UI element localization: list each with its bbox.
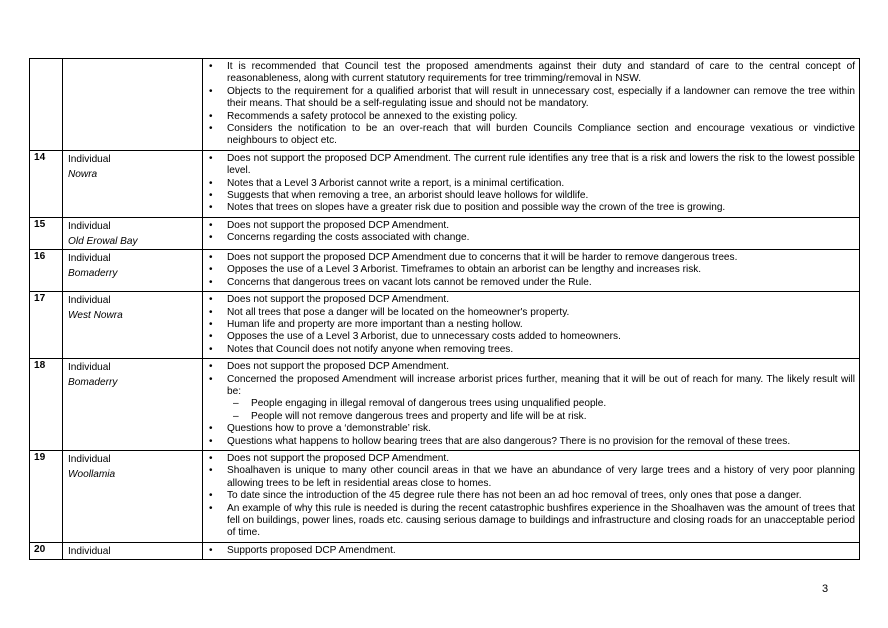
submitter-location: West Nowra — [68, 310, 123, 322]
comment-text: Recommends a safety protocol be annexed to the existing policy. — [227, 110, 518, 122]
comment-item — [203, 252, 855, 264]
submissions-table-body — [30, 59, 860, 560]
comments-cell — [203, 542, 860, 559]
submitter-location: Bomaderry — [68, 267, 118, 279]
comment-text: An example of why this rule is needed is during the recent catastrophic bushfires experience in the Shoalhaven was the amount of trees that fell on buildings, power lines, roads etc. causing serious damage to buildings and infrastructure and closing roads for an unacceptable period of time. — [227, 502, 855, 539]
comment-item — [203, 202, 855, 214]
comment-item — [203, 86, 855, 111]
comment-list — [203, 153, 855, 215]
submitter-type: Individual — [68, 153, 111, 165]
sub-comment-list — [227, 398, 855, 423]
submitter-cell — [63, 450, 203, 542]
comment-item — [203, 344, 855, 356]
submitter-type: Individual — [68, 252, 111, 264]
comment-text: Does not support the proposed DCP Amendment. — [227, 452, 450, 464]
comment-text: Notes that Council does not notify anyone when removing trees. — [227, 343, 514, 355]
comment-item — [203, 319, 855, 331]
comment-item — [203, 111, 855, 123]
comment-text: Concerned the proposed Amendment will increase arborist prices further, meaning that it will be out of reach for many. The likely result will be: — [227, 373, 855, 397]
submitter-location: Old Erowal Bay — [68, 235, 138, 247]
comment-item — [203, 436, 855, 448]
comment-list — [203, 361, 855, 448]
sub-comment-item: – People will not remove dangerous trees and property and life will be at risk. — [227, 411, 855, 423]
comment-item — [203, 277, 855, 289]
comment-item — [203, 453, 855, 465]
page-number: 3 — [822, 583, 829, 595]
submitter-type: Individual — [68, 545, 111, 557]
submitter-cell — [63, 150, 203, 217]
comment-item — [203, 178, 855, 190]
comment-text: Objects to the requirement for a qualified arborist that will result in unnecessary cost, especially if a landowner can remove the tree within their means. That should be a self-regulating issue and should not be mandatory. — [227, 85, 855, 110]
submitter-cell — [63, 292, 203, 359]
submission-number: 15 — [30, 217, 63, 249]
comment-list — [203, 220, 855, 245]
comment-item — [203, 123, 855, 148]
comment-item — [203, 361, 855, 373]
comment-text: Does not support the proposed DCP Amendment. — [227, 219, 450, 231]
comment-text: Questions how to prove a ‘demonstrable’ risk. — [227, 423, 431, 435]
comments-cell — [203, 217, 860, 249]
submission-row — [30, 217, 860, 249]
comments-cell — [203, 59, 860, 151]
submission-row — [30, 542, 860, 559]
comment-list — [203, 252, 855, 289]
comment-text: Does not support the proposed DCP Amendment. — [227, 294, 450, 306]
comment-list — [203, 545, 855, 557]
comment-item — [203, 374, 855, 424]
comment-text: Notes that a Level 3 Arborist cannot write a report, is a minimal certification. — [227, 177, 565, 189]
submission-row — [30, 249, 860, 291]
comment-list — [203, 61, 855, 148]
comment-list — [203, 294, 855, 356]
submission-number: 18 — [30, 359, 63, 451]
comments-cell — [203, 450, 860, 542]
comment-text: It is recommended that Council test the proposed amendments against their duty and standard of care to the central concept of reasonableness, along with current statutory requirements for tree trimming/removal in NSW. — [227, 61, 855, 85]
submitter-cell — [63, 59, 203, 151]
comment-text: Does not support the proposed DCP Amendment. — [227, 361, 450, 373]
comment-item — [203, 153, 855, 178]
submitter-cell — [63, 542, 203, 559]
submissions-table — [29, 58, 860, 560]
comment-text: Questions what happens to hollow bearing trees that are also dangerous? There is no provision for the removal of these trees. — [227, 435, 791, 447]
comment-text: Opposes the use of a Level 3 Arborist. Timeframes to obtain an arborist can be lengthy and increases risk. — [227, 264, 702, 276]
comment-text: Shoalhaven is unique to many other council areas in that we have an abundance of very large trees and a history of very poor planning allowing trees to be left in residential areas close to homes. — [227, 465, 855, 489]
comment-text: Concerns regarding the costs associated with change. — [227, 232, 470, 244]
submission-row — [30, 292, 860, 359]
submission-row — [30, 359, 860, 451]
comment-item — [203, 307, 855, 319]
submitter-location: Nowra — [68, 168, 98, 180]
submission-row — [30, 150, 860, 217]
comment-text: Opposes the use of a Level 3 Arborist, due to unnecessary costs added to homeowners. — [227, 331, 621, 343]
comment-item — [203, 220, 855, 232]
comment-item — [203, 232, 855, 244]
comment-item — [203, 61, 855, 86]
comment-text: Does not support the proposed DCP Amendment due to concerns that it will be harder to remove dangerous trees. — [227, 251, 738, 263]
submission-number — [30, 59, 63, 151]
comments-cell — [203, 249, 860, 291]
submission-number: 17 — [30, 292, 63, 359]
comments-cell — [203, 150, 860, 217]
comment-text: Concerns that dangerous trees on vacant lots cannot be removed under the Rule. — [227, 276, 592, 288]
sub-comment-item: – People engaging in illegal removal of dangerous trees using unqualified people. — [227, 398, 855, 410]
submitter-cell — [63, 217, 203, 249]
comment-text: Suggests that when removing a tree, an arborist should leave hollows for wildlife. — [227, 190, 589, 202]
submitter-type: Individual — [68, 453, 111, 465]
comment-text: Considers the notification to be an over-reach that will burden Councils Compliance section and encourage vexatious or vindictive neighbours to object etc. — [227, 123, 855, 147]
submission-number: 20 — [30, 542, 63, 559]
comment-item — [203, 465, 855, 490]
comment-text: Not all trees that pose a danger will be located on the homeowner's property. — [227, 306, 570, 318]
comment-item — [203, 294, 855, 306]
submitter-type: Individual — [68, 362, 111, 374]
comments-cell — [203, 359, 860, 451]
submission-number: 19 — [30, 450, 63, 542]
submitter-type: Individual — [68, 295, 111, 307]
submitter-cell — [63, 249, 203, 291]
comment-item — [203, 490, 855, 502]
comment-item — [203, 331, 855, 343]
submission-number: 14 — [30, 150, 63, 217]
comment-item — [203, 423, 855, 435]
submission-row — [30, 59, 860, 151]
submitter-location: Woollamia — [68, 468, 116, 480]
comment-text: Notes that trees on slopes have a greater risk due to position and possible way the crown of the tree is growing. — [227, 202, 726, 214]
submitter-location: Bomaderry — [68, 377, 118, 389]
comment-list — [203, 453, 855, 540]
comment-text: Human life and property are more important than a nesting hollow. — [227, 318, 523, 330]
comment-item — [203, 503, 855, 540]
comment-text: Supports proposed DCP Amendment. — [227, 544, 396, 556]
comment-item — [203, 190, 855, 202]
submitter-cell — [63, 359, 203, 451]
comment-item — [203, 545, 855, 557]
submission-row — [30, 450, 860, 542]
comment-item — [203, 264, 855, 276]
comment-text: To date since the introduction of the 45 degree rule there has not been an ad hoc removal of trees, only ones that pose a danger. — [227, 490, 802, 502]
submitter-type: Individual — [68, 220, 111, 232]
comment-text: Does not support the proposed DCP Amendment. The current rule identifies any tree that is a risk and lowers the risk to the lowest possible level. — [227, 152, 855, 177]
submission-number: 16 — [30, 249, 63, 291]
comments-cell — [203, 292, 860, 359]
